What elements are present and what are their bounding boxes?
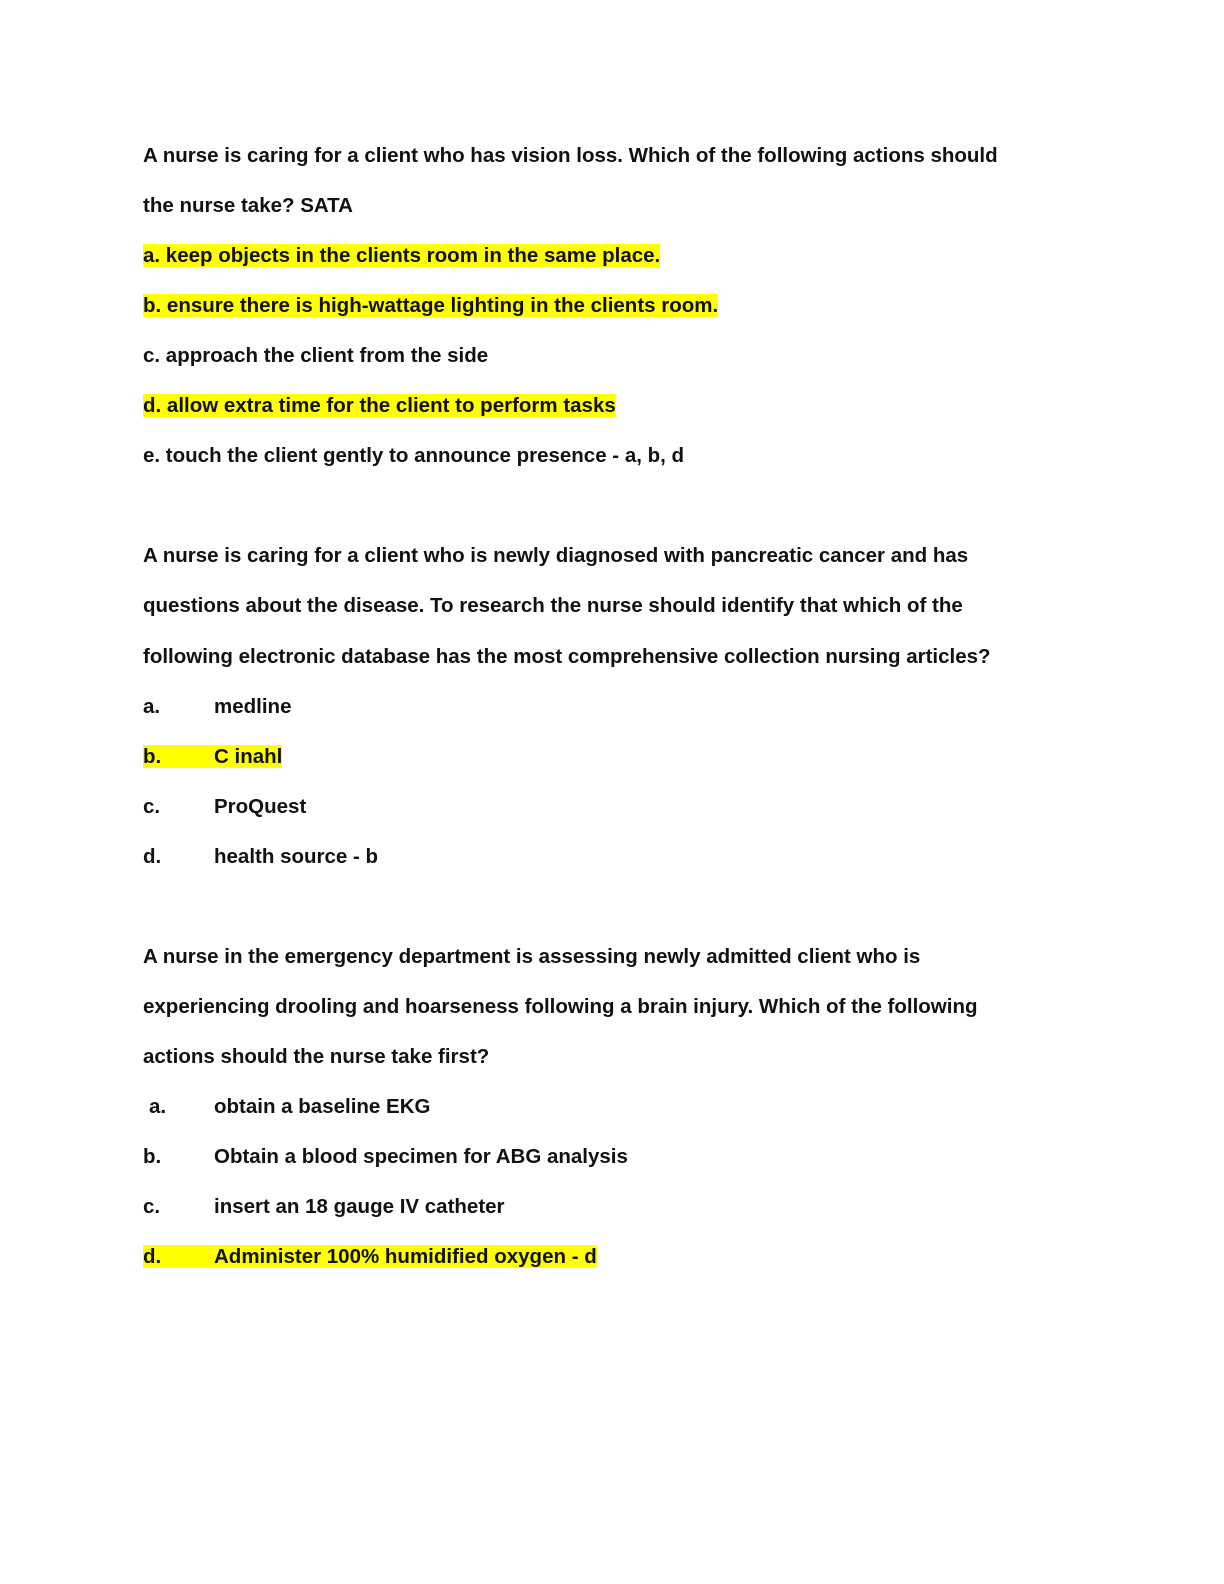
question2-option-b [143,744,282,770]
option-letter: d. [143,1245,162,1268]
question1-option-e [143,443,684,469]
option-text: c. approach the client from the side [143,344,489,367]
option-text: health source - b [214,845,379,868]
option-text: medline [214,695,292,718]
option-highlight [143,1245,597,1268]
question2-option-c [143,794,306,820]
option-letter: a. [149,1095,167,1118]
option-highlight [143,745,282,768]
question1-stem-line1: A nurse is caring for a client who has vision loss. Which of the following actions should [143,144,998,167]
question1-option-b [143,293,718,319]
option-text: e. touch the client gently to announce presence - a, b, d [143,444,685,467]
option-text: Administer 100% humidified oxygen - d [214,1245,597,1268]
option-text: insert an 18 gauge IV catheter [214,1195,505,1218]
option-letter: b. [143,1145,162,1168]
option-text: a. keep objects in the clients room in the same place. [143,244,661,267]
option-text: Obtain a blood specimen for ABG analysis [214,1145,628,1168]
question2-stem-line1: A nurse is caring for a client who is newly diagnosed with pancreatic cancer and has [143,544,969,567]
question3-stem-line1: A nurse in the emergency department is assessing newly admitted client who is [143,945,921,968]
option-letter: d. [143,845,162,868]
question1-option-a [143,243,660,269]
question3-option-b [143,1144,628,1170]
question1-option-c [143,343,488,369]
question3-stem-line3: actions should the nurse take first? [143,1045,490,1068]
question2-option-a [143,694,291,720]
option-text: C inahl [214,745,283,768]
question3-option-c [143,1194,505,1220]
option-letter: c. [143,1195,161,1218]
question3-stem-line2: experiencing drooling and hoarseness following a brain injury. Which of the following [143,995,978,1018]
question2-stem-line2: questions about the disease. To research the nurse should identify that which of the [143,594,963,617]
question2-option-d [143,844,378,870]
question1-option-d [143,393,616,419]
question2-stem-line3: following electronic database has the most comprehensive collection nursing articles? [143,645,991,668]
question3-option-d [143,1244,597,1270]
option-letter: c. [143,795,161,818]
option-text: b. ensure there is high-wattage lighting in the clients room. [143,294,719,317]
option-text: obtain a baseline EKG [214,1095,431,1118]
question3-option-a [143,1094,430,1120]
option-text: ProQuest [214,795,307,818]
option-letter: b. [143,745,162,768]
question1-stem-line2: the nurse take? SATA [143,194,353,217]
option-text: d. allow extra time for the client to perform tasks [143,394,616,417]
option-letter: a. [143,695,161,718]
